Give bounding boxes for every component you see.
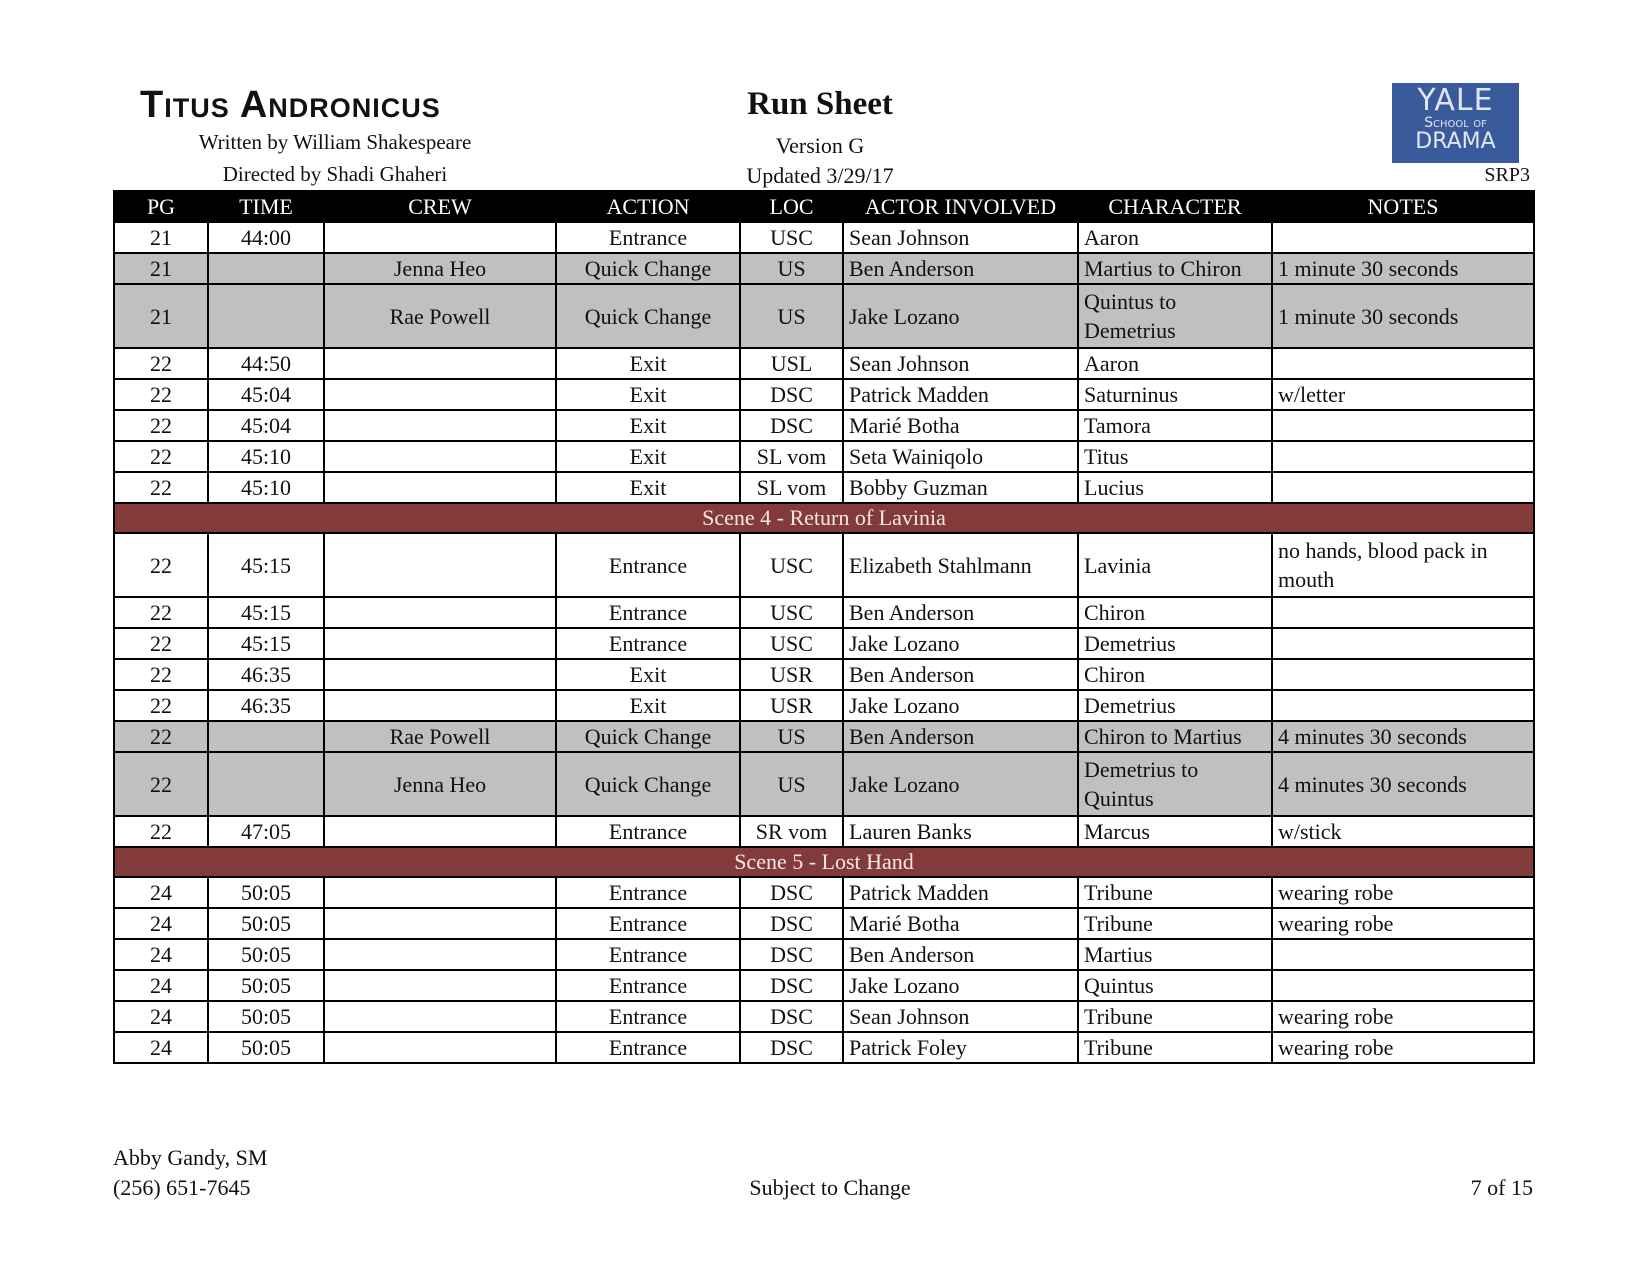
logo-line-2: School of: [1424, 115, 1487, 131]
cell-pg: 22: [114, 441, 208, 472]
cell-notes: [1272, 597, 1534, 628]
cell-character: Chiron: [1078, 659, 1272, 690]
yale-school-of-drama-logo: [1392, 83, 1519, 163]
cell-character: Lavinia: [1078, 533, 1272, 597]
cell-actor-involved: Patrick Madden: [843, 877, 1078, 908]
cell-pg: 24: [114, 908, 208, 939]
cell-loc: USC: [740, 628, 843, 659]
cell-notes: wearing robe: [1272, 1032, 1534, 1063]
cell-notes: 4 minutes 30 seconds: [1272, 721, 1534, 752]
cell-character: Aaron: [1078, 348, 1272, 379]
cell-character: Chiron to Martius: [1078, 721, 1272, 752]
cell-actor-involved: Ben Anderson: [843, 939, 1078, 970]
cell-pg: 24: [114, 939, 208, 970]
cell-loc: DSC: [740, 908, 843, 939]
cell-time: 50:05: [208, 939, 324, 970]
cell-loc: USC: [740, 222, 843, 253]
table-row: [114, 970, 1534, 1001]
cell-time: 46:35: [208, 659, 324, 690]
cell-actor-involved: Ben Anderson: [843, 597, 1078, 628]
cell-character: Quintus to Demetrius: [1078, 284, 1272, 348]
cell-actor-involved: Sean Johnson: [843, 348, 1078, 379]
cell-pg: 22: [114, 721, 208, 752]
table-row: [114, 410, 1534, 441]
cell-character: Saturninus: [1078, 379, 1272, 410]
table-row: [114, 472, 1534, 503]
cell-notes: w/letter: [1272, 379, 1534, 410]
cell-loc: USR: [740, 690, 843, 721]
cell-actor-involved: Marié Botha: [843, 410, 1078, 441]
quick-change-row: [114, 284, 1534, 348]
logo-line-1: YALE: [1417, 83, 1494, 118]
cell-action: Entrance: [556, 222, 740, 253]
cell-loc: SL vom: [740, 441, 843, 472]
cell-loc: DSC: [740, 939, 843, 970]
table-row: [114, 628, 1534, 659]
cell-action: Exit: [556, 690, 740, 721]
cell-character: Lucius: [1078, 472, 1272, 503]
cell-time: 45:15: [208, 533, 324, 597]
table-body: [114, 222, 1534, 1063]
cell-pg: 24: [114, 1001, 208, 1032]
cell-crew: [324, 970, 556, 1001]
cell-pg: 24: [114, 1032, 208, 1063]
scene-header-row: [114, 847, 1534, 877]
cell-notes: 4 minutes 30 seconds: [1272, 752, 1534, 816]
cell-loc: DSC: [740, 877, 843, 908]
cell-actor-involved: Ben Anderson: [843, 659, 1078, 690]
cell-character: Tribune: [1078, 1001, 1272, 1032]
cell-time: [208, 284, 324, 348]
column-header-pg: PG: [114, 191, 208, 222]
cell-pg: 22: [114, 379, 208, 410]
cell-action: Quick Change: [556, 253, 740, 284]
cell-character: Tribune: [1078, 908, 1272, 939]
page-number: 7 of 15: [1470, 1175, 1533, 1200]
cell-action: Entrance: [556, 970, 740, 1001]
cell-loc: SL vom: [740, 472, 843, 503]
cell-time: 50:05: [208, 908, 324, 939]
cell-loc: DSC: [740, 1001, 843, 1032]
cell-character: Titus: [1078, 441, 1272, 472]
quick-change-row: [114, 752, 1534, 816]
cell-notes: wearing robe: [1272, 908, 1534, 939]
cell-loc: SR vom: [740, 816, 843, 847]
cell-character: Martius to Chiron: [1078, 253, 1272, 284]
column-header-loc: LOC: [740, 191, 843, 222]
cell-time: 50:05: [208, 970, 324, 1001]
cell-loc: USC: [740, 533, 843, 597]
cell-notes: [1272, 939, 1534, 970]
cell-time: [208, 752, 324, 816]
cell-crew: [324, 628, 556, 659]
scene-title: Scene 5 - Lost Hand: [114, 847, 1534, 877]
cell-notes: [1272, 441, 1534, 472]
cell-pg: 22: [114, 533, 208, 597]
table-row: [114, 1032, 1534, 1063]
cell-time: 45:04: [208, 379, 324, 410]
cell-crew: [324, 597, 556, 628]
cell-crew: [324, 939, 556, 970]
scene-header-row: [114, 503, 1534, 533]
show-title: Titus Andronicus: [140, 84, 441, 126]
cell-actor-involved: Patrick Foley: [843, 1032, 1078, 1063]
cell-action: Entrance: [556, 628, 740, 659]
cell-loc: US: [740, 752, 843, 816]
cell-action: Entrance: [556, 533, 740, 597]
cell-action: Entrance: [556, 597, 740, 628]
cell-crew: [324, 1032, 556, 1063]
stage-manager-name: Abby Gandy, SM: [113, 1145, 268, 1170]
cell-character: Demetrius: [1078, 628, 1272, 659]
cell-action: Entrance: [556, 939, 740, 970]
cell-time: 45:15: [208, 597, 324, 628]
cell-actor-involved: Lauren Banks: [843, 816, 1078, 847]
cell-actor-involved: Marié Botha: [843, 908, 1078, 939]
cell-actor-involved: Jake Lozano: [843, 628, 1078, 659]
cell-character: Aaron: [1078, 222, 1272, 253]
directed-by: Directed by Shadi Ghaheri: [222, 162, 448, 186]
cell-actor-involved: Seta Wainiqolo: [843, 441, 1078, 472]
column-header-actor-involved: ACTOR INVOLVED: [843, 191, 1078, 222]
cell-loc: USC: [740, 597, 843, 628]
cell-time: [208, 721, 324, 752]
column-header-character: CHARACTER: [1078, 191, 1272, 222]
cell-notes: [1272, 690, 1534, 721]
cell-notes: 1 minute 30 seconds: [1272, 253, 1534, 284]
table-row: [114, 222, 1534, 253]
cell-actor-involved: Ben Anderson: [843, 721, 1078, 752]
cell-actor-involved: Bobby Guzman: [843, 472, 1078, 503]
cell-time: 50:05: [208, 1001, 324, 1032]
cell-actor-involved: Jake Lozano: [843, 752, 1078, 816]
cell-character: Tribune: [1078, 1032, 1272, 1063]
cell-crew: [324, 472, 556, 503]
table-row: [114, 441, 1534, 472]
column-header-notes: NOTES: [1272, 191, 1534, 222]
cell-actor-involved: Sean Johnson: [843, 222, 1078, 253]
cell-crew: [324, 441, 556, 472]
cell-character: Chiron: [1078, 597, 1272, 628]
cell-actor-involved: Jake Lozano: [843, 284, 1078, 348]
cell-pg: 24: [114, 877, 208, 908]
cell-pg: 22: [114, 752, 208, 816]
table-row: [114, 690, 1534, 721]
cell-time: [208, 253, 324, 284]
cell-character: Martius: [1078, 939, 1272, 970]
cell-pg: 24: [114, 970, 208, 1001]
cell-notes: 1 minute 30 seconds: [1272, 284, 1534, 348]
cell-loc: DSC: [740, 1032, 843, 1063]
footer-notice: Subject to Change: [749, 1175, 911, 1200]
cell-loc: DSC: [740, 410, 843, 441]
cell-notes: [1272, 410, 1534, 441]
cell-notes: [1272, 472, 1534, 503]
cell-action: Quick Change: [556, 284, 740, 348]
cell-action: Entrance: [556, 1032, 740, 1063]
cell-character: Tribune: [1078, 877, 1272, 908]
cell-time: 45:15: [208, 628, 324, 659]
cell-time: 46:35: [208, 690, 324, 721]
stage-manager-phone: (256) 651-7645: [113, 1175, 251, 1200]
cell-crew: [324, 659, 556, 690]
column-header-crew: CREW: [324, 191, 556, 222]
cell-crew: Rae Powell: [324, 284, 556, 348]
cell-character: Demetrius: [1078, 690, 1272, 721]
table-row: [114, 816, 1534, 847]
cell-character: Demetrius to Quintus: [1078, 752, 1272, 816]
cell-pg: 21: [114, 253, 208, 284]
cell-loc: USR: [740, 659, 843, 690]
cell-pg: 21: [114, 284, 208, 348]
cell-loc: US: [740, 721, 843, 752]
column-header-time: TIME: [208, 191, 324, 222]
cell-action: Exit: [556, 410, 740, 441]
table-header-row: [114, 191, 1534, 222]
cell-pg: 22: [114, 659, 208, 690]
cell-pg: 22: [114, 690, 208, 721]
cell-time: 50:05: [208, 1032, 324, 1063]
cell-action: Exit: [556, 379, 740, 410]
cell-notes: [1272, 659, 1534, 690]
cell-action: Entrance: [556, 816, 740, 847]
cell-action: Entrance: [556, 1001, 740, 1032]
cell-crew: [324, 877, 556, 908]
scene-title: Scene 4 - Return of Lavinia: [114, 503, 1534, 533]
cell-loc: US: [740, 253, 843, 284]
cell-pg: 22: [114, 597, 208, 628]
cell-crew: [324, 222, 556, 253]
cell-time: 45:04: [208, 410, 324, 441]
cell-action: Exit: [556, 659, 740, 690]
cell-time: 45:10: [208, 472, 324, 503]
cell-actor-involved: Sean Johnson: [843, 1001, 1078, 1032]
table-row: [114, 659, 1534, 690]
cell-time: 44:00: [208, 222, 324, 253]
cell-notes: wearing robe: [1272, 1001, 1534, 1032]
cell-loc: DSC: [740, 379, 843, 410]
table-row: [114, 533, 1534, 597]
updated-date: Updated 3/29/17: [746, 163, 894, 188]
cell-crew: [324, 908, 556, 939]
table-row: [114, 908, 1534, 939]
table-row: [114, 939, 1534, 970]
cell-pg: 21: [114, 222, 208, 253]
version-label: Version G: [775, 133, 865, 158]
cell-pg: 22: [114, 472, 208, 503]
column-header-action: ACTION: [556, 191, 740, 222]
logo-line-3: DRAMA: [1415, 129, 1496, 154]
cell-notes: no hands, blood pack in mouth: [1272, 533, 1534, 597]
cell-pg: 22: [114, 628, 208, 659]
table-row: [114, 348, 1534, 379]
cell-action: Entrance: [556, 877, 740, 908]
written-by: Written by William Shakespeare: [198, 130, 472, 154]
cell-action: Entrance: [556, 908, 740, 939]
cell-crew: [324, 533, 556, 597]
cell-actor-involved: Patrick Madden: [843, 379, 1078, 410]
cell-crew: Jenna Heo: [324, 752, 556, 816]
cell-action: Exit: [556, 348, 740, 379]
cell-crew: Jenna Heo: [324, 253, 556, 284]
cell-action: Exit: [556, 441, 740, 472]
cell-actor-involved: Jake Lozano: [843, 970, 1078, 1001]
cell-notes: [1272, 348, 1534, 379]
cell-crew: Rae Powell: [324, 721, 556, 752]
cell-loc: US: [740, 284, 843, 348]
cell-time: 45:10: [208, 441, 324, 472]
cell-crew: [324, 690, 556, 721]
cell-actor-involved: Ben Anderson: [843, 253, 1078, 284]
cell-pg: 22: [114, 816, 208, 847]
table-row: [114, 877, 1534, 908]
cell-action: Exit: [556, 472, 740, 503]
cell-notes: w/stick: [1272, 816, 1534, 847]
quick-change-row: [114, 253, 1534, 284]
cell-actor-involved: Elizabeth Stahlmann: [843, 533, 1078, 597]
cell-character: Tamora: [1078, 410, 1272, 441]
document-title: Run Sheet: [747, 86, 893, 122]
cell-crew: [324, 379, 556, 410]
cell-crew: [324, 816, 556, 847]
cell-loc: DSC: [740, 970, 843, 1001]
cell-crew: [324, 1001, 556, 1032]
table-row: [114, 597, 1534, 628]
cell-pg: 22: [114, 348, 208, 379]
cell-time: 50:05: [208, 877, 324, 908]
cell-action: Quick Change: [556, 752, 740, 816]
cell-action: Quick Change: [556, 721, 740, 752]
cell-crew: [324, 348, 556, 379]
table-row: [114, 1001, 1534, 1032]
cell-time: 44:50: [208, 348, 324, 379]
cell-actor-involved: Jake Lozano: [843, 690, 1078, 721]
cell-character: Quintus: [1078, 970, 1272, 1001]
cell-notes: [1272, 970, 1534, 1001]
document-code: SRP3: [1484, 164, 1530, 186]
cell-notes: [1272, 628, 1534, 659]
quick-change-row: [114, 721, 1534, 752]
cell-character: Marcus: [1078, 816, 1272, 847]
cell-loc: USL: [740, 348, 843, 379]
cell-pg: 22: [114, 410, 208, 441]
table-row: [114, 379, 1534, 410]
cell-crew: [324, 410, 556, 441]
cell-notes: [1272, 222, 1534, 253]
cell-notes: wearing robe: [1272, 877, 1534, 908]
run-sheet-table: [113, 190, 1535, 1064]
cell-time: 47:05: [208, 816, 324, 847]
